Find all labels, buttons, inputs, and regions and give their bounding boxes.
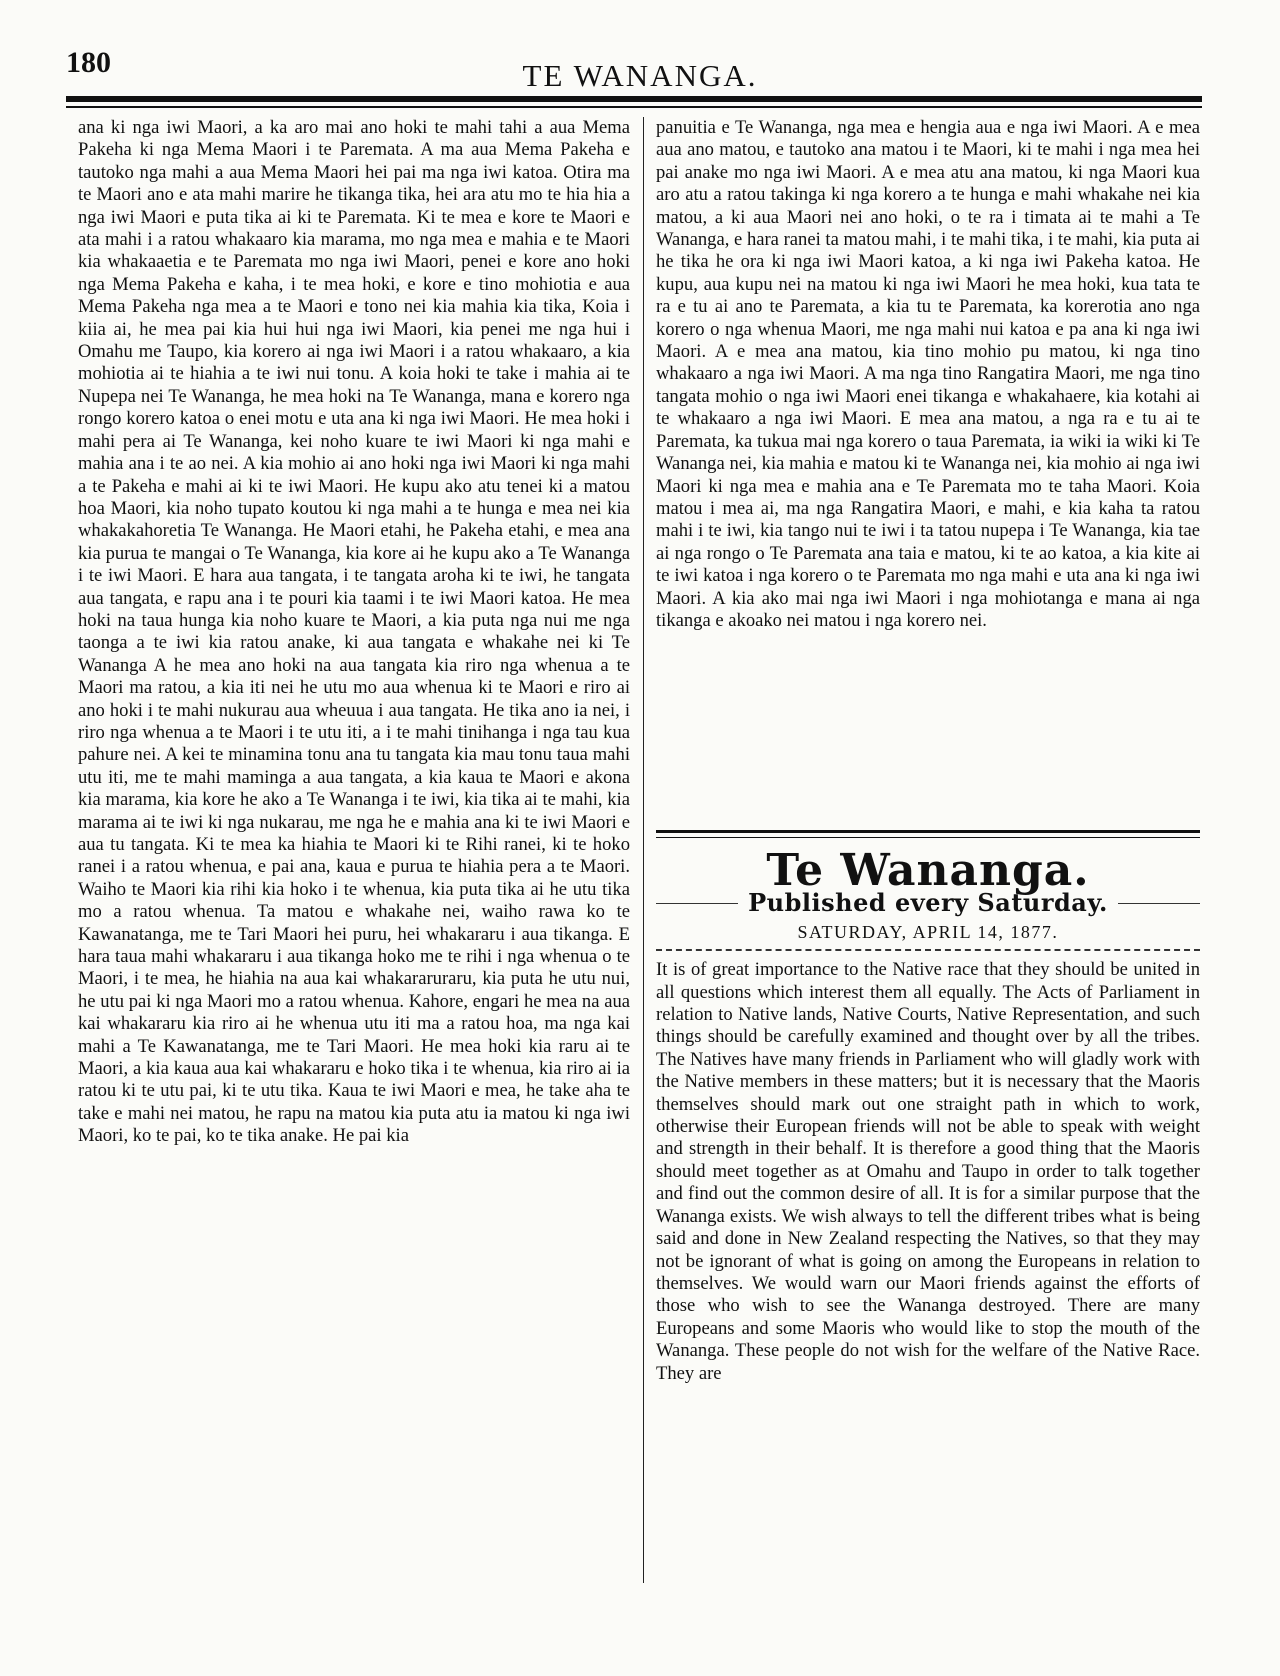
dateline: SATURDAY, APRIL 14, 1877. [797,921,1059,942]
column-divider [643,117,644,1583]
right-column-maori-text: panuitia e Te Wananga, nga mea e hengia aua e nga iwi Maori. A e mea aua ano matou, e tautoko ana matou i te Maori, ki te mahi i nga mea hei pai anake mo nga iwi Maori. A e mea atu ana matou, ki nga Maori kua aro atu a ratou takinga ki nga korero a te hunga e mahi whakahe nei kia matou, a ki aua Maori nei ano hoki, o te ra i timata ai te mahi a Te Wananga, e hara ranei ta matou mahi, i te mahi tika, i te mahi, kia puta ai he tika he ora ki nga iwi Maori katoa, a ki nga iwi Pakeha katoa. He kupu, aua kupu nei na matou ki nga iwi Maori he mea hoki, kua tata te ra e tu ai ano te Paremata, a kia tu te Paremata, ka korerotia ano nga korero o nga whenua Maori, me nga mahi nui katoa e pa ana ki nga iwi Maori. A e mea ana matou, kia tino mohio pu matou, ki nga tino whakaaro a nga iwi Maori. A ma nga tino Rangatira Maori, me nga tino tangata mohio o nga iwi Maori enei tikanga e whakahaere, kia kotahi ai te whakaaro a nga iwi Maori. E mea ana matou, a nga ra e tu ai te Paremata, ka tukua mai nga korero o taua Paremata, ia wiki ia wiki ki Te Wananga nei, kia mahia e matou ki te Wananga nei, kia mohio ai nga iwi Maori ki nga mea e mahia ana e Te Paremata mo te taha Maori. Koia matou i mea ai, ma nga Rangatira Maori, e mahi, e kia kaha ta ratou mahi i te iwi, kia tango nui te iwi i ta tatou nupepa i Te Wananga, kia tae ai nga rongo o Te Paremata ana taia e matou, ki te ao katoa, a kia kite ai te iwi katoa i nga korero o te Paremata mo nga mahi e uta ana ki nga iwi Maori. A kia ako mai nga iwi Maori i nga mohiotanga e mana ai nga tikanga e akoako nei matou i nga korero nei. [656,117,1200,631]
left-column-text: ana ki nga iwi Maori, a ka aro mai ano hoki te mahi tahi a aua Mema Pakeha ki nga Mema Maori i te Paremata. A ma aua Mema Pakeha e tautoko nga mahi a aua Mema Maori hei pai ma nga iwi katoa. Otira ma te Maori ano e ata mahi marire he tikanga tika, hei ara atu mo te hia hia a nga iwi Maori e puta tika ai ki te Paremata. Ki te mea e kore te Maori e ata mahi i a ratou whakaaro kia marama, mo nga mea e mahia e te Maori kia whakaaetia e te Paremata mo nga iwi Maori, penei e kore ano hoki nga Mema Pakeha e kaha, i te mea hoki, e kore e tino mohiotia e aua Mema Pakeha nga mea a te Maori e tono nei kia mahia kia tika, Koia i kiia ai, he mea pai kia hui hui nga iwi Maori, kia penei me nga hui i Omahu me Taupo, kia korero ai nga iwi Maori i a ratou whakaaro, a kia mohiotia ai te hiahia a te iwi nui tonu. A koia hoki te take i mahia ai te Nupepa nei Te Wananga, he mea hoki na Te Wananga, mana e korero nga rongo korero katoa o enei motu e uta ana ki nga iwi Maori. He mea hoki i mahi pera ai Te Wananga, kei noho kuare te iwi Maori ki nga mahi e mahia ana i te ao nei. A kia mohio ai ano hoki nga iwi Maori ki nga mahi a te Pakeha e mahi ai ki te iwi Maori. He kupu ako atu tenei ki a matou hoa Maori, kia noho tupato koutou ki nga mahi a te hunga e mea nei kia whakakahoretia Te Wananga. He Maori etahi, he Pakeha etahi, e mea ana kia purua te mangai o Te Wananga, kia kore ai he kupu ako a Te Wananga i te iwi Maori. E hara aua tangata, i te tangata aroha ki te iwi, he tangata aua tangata, e rapu ana i te pouri kia taami i te iwi Maori katoa. He mea hoki na taua hunga kia noho kuare te Maori, a kia puta nga nui me nga taonga a te iwi kia ratou anake, ki aua tangata e whakahe nei ki Te Wananga A he mea ano hoki na aua tangata kia riro nga whenua a te Maori ma ratou, a kia iti nei he utu mo aua whenua ki te Maori e riro ai ano hoki i te mahi nukurau aua wheuua i aua tangata. He tika ano ia nei, i riro nga whenua a te Maori i te utu iti, a i te mahi tinihanga i nga tau kua pahure nei. A kei te minamina tonu ana tu tangata kia mau tonu taua mahi utu iti, me te mahi maminga a aua tangata, a kia kaua te Maori e akona kia marama, kia kore he ako a Te Wananga i te iwi, kia tika ai te mahi, kia marama ai te iwi ki nga nukarau, me nga he e mahia ana ki te iwi Maori e aua tu tangata. Ki te mea ka hiahia te Maori ki te Rihi ranei, ki te hoko ranei i a ratou whenua, e pai ana, kaua e purua te hiahia pera a te Maori. Waiho te Maori kia rihi kia hoko i te whenua, kia puta tika ai he utu tika mo a ratou whenua. Ta matou e whakahe nei, waiho rawa ko te Kawanatanga, me te Tari Maori hei puru, hei whakararu i aua tikanga. E hara taua mahi whakararu i aua tikanga hoko me te rihi i nga whenua o te Maori, i te mea, he hiahia na aua kai whakararuraru, kia puta he utu nui, he utu pai ki nga Maori mo a ratou whenua. Kahore, engari he mea na aua kai whakararu kia riro ai he whenua utu iti ma a ratou hoa, ma nga kai mahi a Te Kawanatanga, me te Tari Maori. He mea hoki kia raru ai te Maori, a kia kaua aua kai whakararu e hoko tika i te whenua, kia riro ai ia ratou ki te utu pai, ki te utu tika. Kaua te iwi Maori e mea, he take aha te take e mahi nei matou, he rapu na matou kia puta atu ia matou ki nga iwi Maori, ko te pai, ko te tika anake. He pai kia [78,117,630,1147]
right-column [656,117,1200,1587]
right-column-maori-block [656,117,1200,824]
subtitle-line-right [1118,903,1200,904]
page-number: 180 [66,46,111,79]
english-editorial-text: It is of great importance to the Native race that they should be united in all questions which interest them all equally. The Acts of Parliament in relation to Native lands, Native Courts, Native Representation, and such things should be carefully examined and thought over by all the tribes. The Natives have many friends in Parliament who will gladly work with the Native members in these matters; but it is necessary that the Maoris themselves should mark out one straight path in which to work, otherwise their European friends will not be able to speak with weight and strength in their behalf. It is therefore a good thing that the Maoris should meet together as at Omahu and Taupo in order to talk together and find out the common desire of all. It is for a similar purpose that the Wananga exists. We wish always to tell the different tribes what is being said and done in New Zealand respecting the Natives, so that they may not be ignorant of what is going on among the Europeans in relation to themselves. We would warn our Maori friends against the efforts of those who wish to see the Wananga destroyed. There are many Europeans and some Maoris who would like to stop the mouth of the Wananga. These people do not wish for the welfare of the Native Race. They are [656,959,1200,1384]
subtitle-row [656,888,1200,918]
running-title: TE WANANGA. [522,58,758,93]
header-rule-thin [66,106,1202,108]
section-rule-thick [656,830,1200,833]
dateline-rule [656,949,1200,951]
subtitle-line-left [656,903,738,904]
header-rule-thick [66,96,1202,102]
masthead: Te Wananga. [766,845,1090,896]
section-rule-thin [656,837,1200,838]
subtitle: Published every Saturday. [748,888,1108,918]
left-column [78,117,630,1583]
